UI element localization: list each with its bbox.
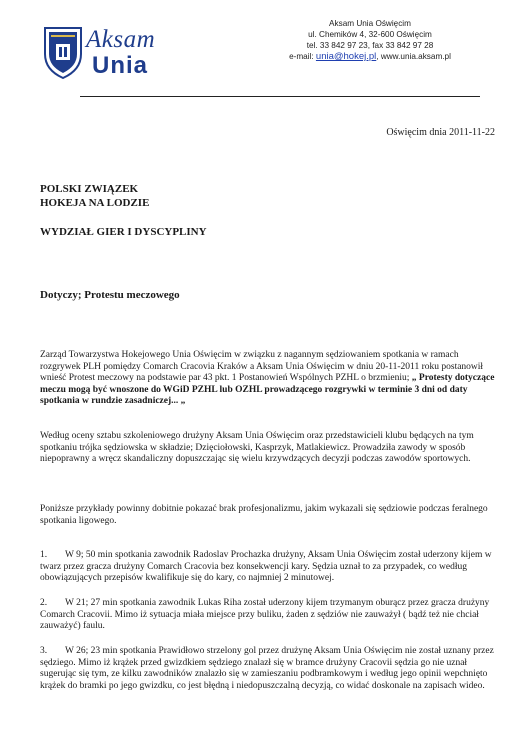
contact-block xyxy=(250,18,490,62)
list-item-text: W 9; 50 min spotkania zawodnik Radoslav Prochazka drużyny, Aksam Unia Oświęcim został uderzony kijem w twarz przez gracza drużyny Comarch Cracovia bez konsekwencji kary. Sędzia uznał to za przypadek, co według obowiązujących przepisów kwalifikuje się do kary, co najmniej 2 minutowej. xyxy=(40,550,492,583)
list-item-number: 2. xyxy=(40,598,48,608)
intro-quote: „ Protesty dotyczące meczu mogą być wnoszone do WGiD PZHL lub OZHL prowadzącego rozgrywki w terminie 3 dni od daty spotkania w rundzie zasadniczej... „ xyxy=(40,373,495,406)
club-crest-icon xyxy=(42,24,84,80)
date-line: Oświęcim dnia 2011-11-22 xyxy=(386,127,495,138)
list-item-number: 1. xyxy=(40,550,48,560)
recipient-line-1: POLSKI ZWIĄZEK xyxy=(40,183,139,195)
org-name: Aksam Unia Oświęcim xyxy=(329,19,411,28)
list-item xyxy=(40,550,498,585)
email-label: e-mail: xyxy=(289,52,314,61)
recipient-address xyxy=(40,182,149,210)
intro-paragraph xyxy=(40,350,498,408)
subject-line: Dotyczy; Protestu meczowego xyxy=(40,289,180,301)
email-link[interactable]: unia@hokej.pl xyxy=(315,51,377,62)
intro-text: Zarząd Towarzystwa Hokejowego Unia Oświęcim w związku z nagannym sędziowaniem spotkania w ramach rozgrywek PLH pomiędzy Comarch Cracovia Kraków a Aksam Unia Oświęcim w dniu 20-11-2011 roku postanowił wnieść Protest meczowy na podstawie par 43 pkt. 1 Postanowień Wspólnych PZHL o brzmieniu; xyxy=(40,350,484,383)
examples-intro-paragraph: Poniższe przykłady powinny dobitnie pokazać brak profesjonalizmu, jakim wykazali się sędziowie podczas feralnego spotkania ligowego. xyxy=(40,504,488,526)
club-logo xyxy=(42,22,172,86)
header-divider xyxy=(80,96,480,97)
website-text: www.unia.aksam.pl xyxy=(380,52,451,61)
logo-wordmark-top: Aksam xyxy=(86,26,156,53)
recipient-department: WYDZIAŁ GIER I DYSCYPLINY xyxy=(40,226,207,238)
org-email-line: e-mail: unia@hokej.pl, www.unia.aksam.pl xyxy=(289,51,451,62)
list-item-number: 3. xyxy=(40,646,48,656)
list-item-text: W 26; 23 min spotkania Prawidłowo strzelony gol przez drużynę Aksam Unia Oświęcim nie został uznany przez sędziego. Mimo iż krążek przed gwizdkiem sędziego znalazł się w bramce drużyny Cracovii sędzia go nie uznał sugerując się tym, ze kilku zawodników znalazło się w zamieszaniu podbramkowym i według jego opinii wepchnięto krążek do bramki po jego gwizdku, co jest błędną i niedopuszczalną decyzją, co widać doskonale na zapisach wideo. xyxy=(40,646,494,691)
list-item-text: W 21; 27 min spotkania zawodnik Lukas Riha został uderzony kijem trzymanym oburącz przez gracza drużyny Comarch Cracovii. Mimo iż sytuacja miała miejsce przy buliku, żaden z sędziów nie zauważył ( bądź też nie chciał zauważyć) faulu. xyxy=(40,598,490,631)
recipient-line-2: HOKEJA NA LODZIE xyxy=(40,197,150,209)
list-item xyxy=(40,598,498,633)
list-item xyxy=(40,646,498,692)
logo-wordmark-bottom: Unia xyxy=(92,52,149,79)
assessment-paragraph: Według oceny sztabu szkoleniowego drużyny Aksam Unia Oświęcim oraz przedstawicieli klubu będących na tym spotkaniu trójka sędziowska w składzie; Dzięciołowski, Kasprzyk, Matlakiewicz. Prowadziła zawody w sposób niepoprawny a wręcz skandaliczny dopuszczając się wielu krzywdzących decyzji podczas zawodów sportowych. xyxy=(40,431,474,464)
org-phone: tel. 33 842 97 23, fax 33 842 97 28 xyxy=(306,41,434,50)
org-address: ul. Chemików 4, 32-600 Oświęcim xyxy=(308,30,432,39)
